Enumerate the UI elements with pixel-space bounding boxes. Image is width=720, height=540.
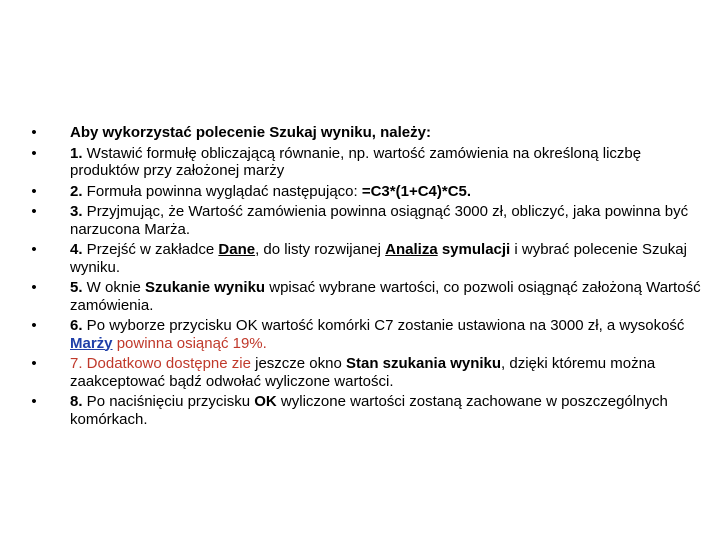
bullet-list [28, 124, 708, 431]
bullet-item [28, 145, 708, 180]
bullet-text-run: Dane [218, 241, 256, 258]
bullet-dot-icon: • [31, 182, 37, 200]
bullet-item [28, 317, 708, 352]
bullet-text-run: Formuła powinna wyglądać następująco: [82, 182, 362, 200]
bullet-text-run: , do listy rozwijanej [255, 241, 386, 258]
bullet-text-run: Wstawić formułę obliczającą równanie, np. wartość zamówienia na określoną liczbę produktów przy założonej marży [70, 144, 642, 179]
bullet-text-run: wpisać wybrane wartości, co pozwoli osiągnąć założoną Wartość zamówienia. [70, 279, 701, 314]
bullet-item [28, 183, 708, 201]
bullet-text-run: symulacji [437, 241, 511, 258]
bullet-text-run: 1. [70, 144, 83, 162]
bullet-dot-icon: • [31, 144, 37, 162]
bullet-dot-icon: • [31, 203, 37, 220]
bullet-text-run: OK [254, 393, 277, 410]
bullet-text-run: 4. [70, 241, 83, 258]
bullet-text-run: 3. [70, 203, 83, 220]
bullet-text-run: =C3*(1+C4)*C5. [361, 182, 472, 200]
bullet-text-run: 8. [70, 393, 83, 410]
bullet-text-run: Po naciśnięciu przycisku [82, 393, 255, 410]
bullet-dot-icon: • [31, 355, 37, 372]
bullet-text-run: Marży [70, 334, 113, 352]
bullet-text-run: wyliczone wartości zostaną zachowane w poszczególnych komórkach. [70, 393, 668, 428]
bullet-dot-icon: • [31, 124, 37, 141]
bullet-dot-icon: • [31, 241, 37, 258]
bullet-text-run: , dzięki któremu można zaakceptować bądź odwołać wyliczone wartości. [70, 355, 656, 390]
bullet-text-run: 2. [70, 182, 83, 200]
bullet-text-run: i wybrać polecenie Szukaj wyniku. [70, 241, 687, 276]
bullet-dot-icon: • [31, 279, 37, 296]
bullet-text-run: 6. [70, 317, 83, 334]
bullet-text-run: W oknie [82, 279, 146, 296]
bullet-dot-icon: • [31, 393, 37, 410]
bullet-text-run: 7. Dodatkowo dostępne zie [70, 355, 251, 372]
bullet-text-run: Przyjmując, że Wartość zamówienia powinna osiągnąć 3000 zł, obliczyć, jaka powinna być narzucona Marża. [70, 203, 689, 238]
bullet-text-run: 5. [70, 279, 83, 296]
bullet-text-run: Przejść w zakładce [82, 241, 219, 258]
bullet-item [28, 279, 708, 314]
bullet-text-run: Analiza [385, 241, 438, 258]
bullet-text-run: powinna osiąnąć 19%. [112, 334, 267, 352]
bullet-item [28, 355, 708, 390]
bullet-item [28, 124, 708, 142]
bullet-text-run: Po wyborze przycisku OK wartość komórki C7 zostanie ustawiona na 3000 zł, a wysokość [82, 317, 685, 334]
bullet-text-run: jeszcze okno [250, 355, 346, 372]
bullet-text-run: Stan szukania wyniku [346, 355, 502, 372]
bullet-item [28, 241, 708, 276]
bullet-text-run: Aby wykorzystać polecenie Szukaj wyniku, należy: [70, 124, 431, 141]
bullet-item [28, 393, 708, 428]
bullet-dot-icon: • [31, 317, 37, 334]
bullet-text-run: Szukanie wyniku [145, 279, 266, 296]
bullet-item [28, 203, 708, 238]
